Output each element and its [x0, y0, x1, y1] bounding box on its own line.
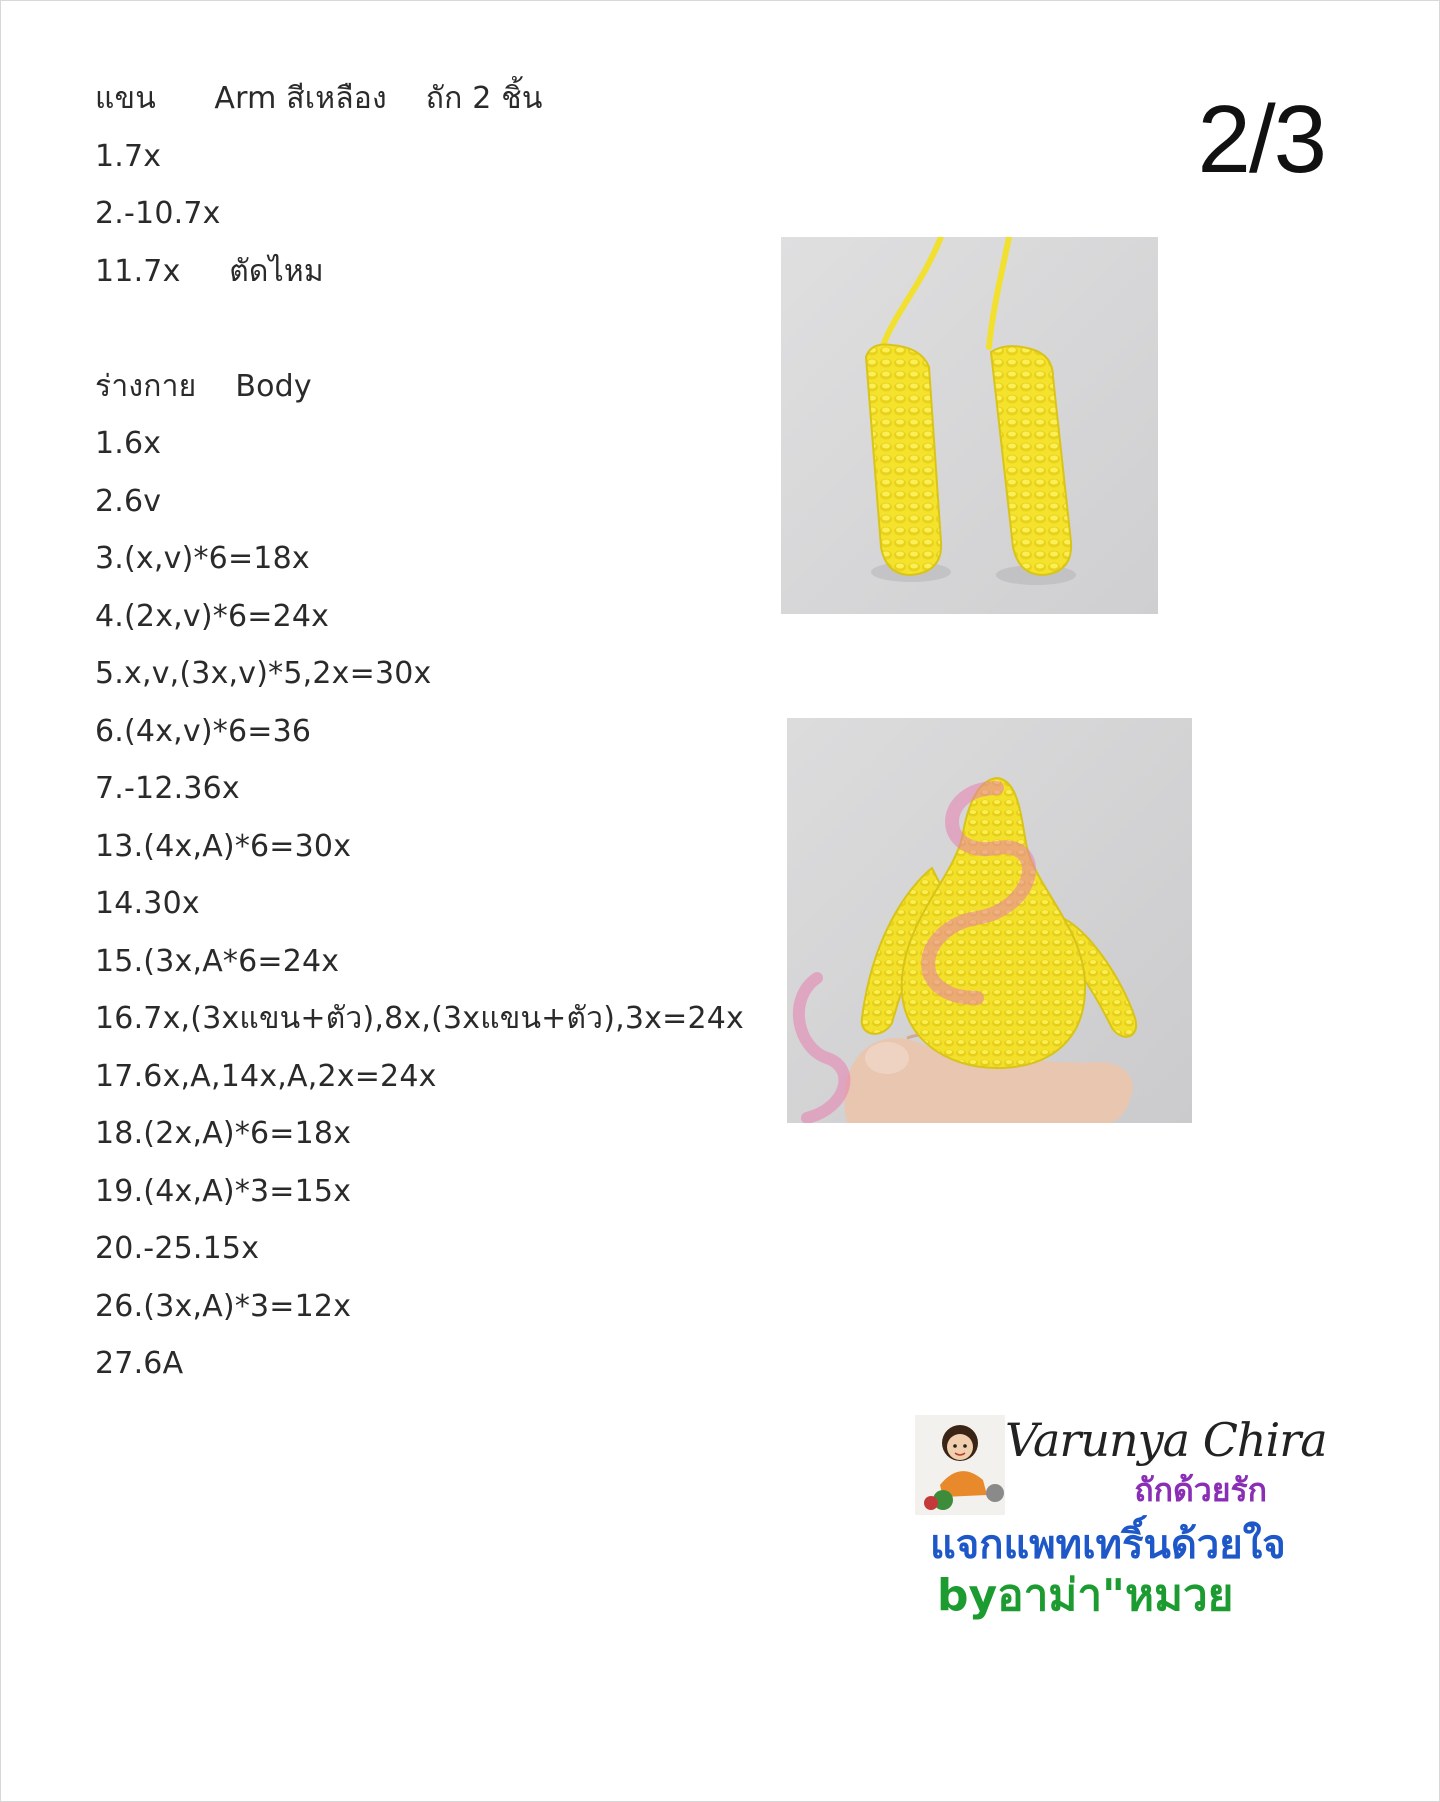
body-row: 1.6x: [95, 426, 162, 461]
body-row: 20.-25.15x: [95, 1231, 260, 1266]
body-row: 3.(x,v)*6=18x: [95, 541, 310, 576]
logo-line-2: byอาม่า"หมวย: [937, 1570, 1234, 1621]
body-row: 27.6A: [95, 1346, 184, 1381]
logo-line-1: แจกแพทเทริ์นด้วยใจ: [930, 1522, 1286, 1568]
arm-row: 2.-10.7x: [95, 196, 221, 231]
body-row: 2.6v: [95, 483, 162, 519]
logo-name: Varunya Chira: [1005, 1413, 1327, 1467]
body-row: 15.(3x,A*6=24x: [95, 943, 340, 979]
body-section-header: ร่างกาย Body: [95, 368, 312, 404]
body-row: 19.(4x,A)*3=15x: [95, 1173, 352, 1209]
brand-logo: [915, 1413, 1327, 1621]
arms-illustration: [781, 237, 1158, 614]
arm-row: 1.7x: [95, 138, 162, 174]
arm-row: 11.7x ตัดไหม: [95, 253, 324, 289]
arm-section-header: แขน Arm สีเหลือง ถัก 2 ชิ้น: [95, 81, 543, 116]
body-row: 18.(2x,A)*6=18x: [95, 1116, 352, 1151]
logo-tagline: ถักด้วยรัก: [1134, 1471, 1267, 1509]
body-row: 6.(4x,v)*6=36: [95, 713, 312, 749]
body-row: 5.x,v,(3x,v)*5,2x=30x: [95, 656, 432, 691]
section-gap: [95, 305, 745, 363]
body-row: 16.7x,(3xแขน+ตัว),8x,(3xแขน+ตัว),3x=24x: [95, 1001, 744, 1036]
body-row: 7.-12.36x: [95, 771, 240, 806]
crafter-avatar-icon: [915, 1415, 1005, 1515]
body-row: 4.(2x,v)*6=24x: [95, 598, 330, 634]
body-illustration: [787, 718, 1192, 1123]
arms-photo: [781, 237, 1158, 614]
body-photo: [787, 718, 1192, 1123]
body-row: 26.(3x,A)*3=12x: [95, 1288, 352, 1324]
pattern-instructions: [95, 75, 745, 1398]
body-row: 13.(4x,A)*6=30x: [95, 828, 352, 864]
body-row: 17.6x,A,14x,A,2x=24x: [95, 1058, 437, 1094]
page-number: 2/3: [1197, 86, 1325, 193]
body-row: 14.30x: [95, 886, 200, 921]
